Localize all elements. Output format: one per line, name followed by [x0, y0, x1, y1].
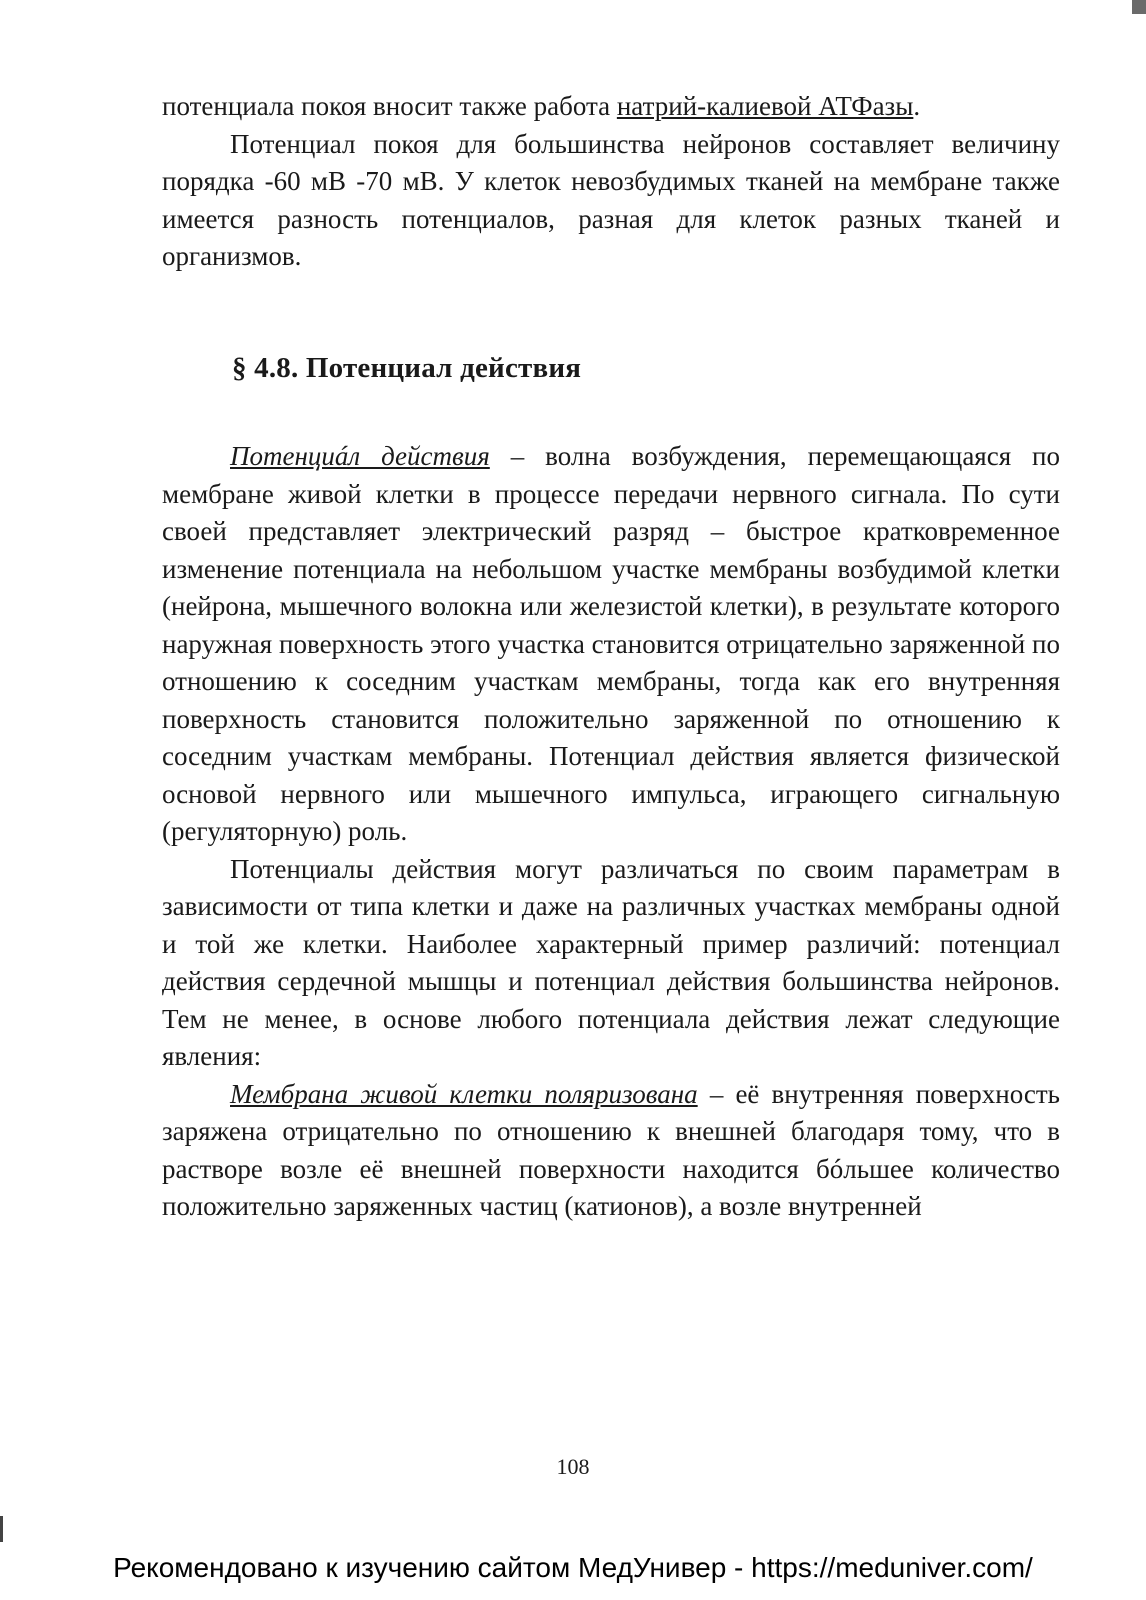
term-membrane-polarized: Мембрана живой клетки поляризована	[230, 1078, 698, 1109]
paragraph-continuation: потенциала покоя вносит также работа натрий-калиевой АТФазы.	[162, 91, 921, 121]
section-heading: § 4.8. Потенциал действия	[232, 352, 582, 384]
term-action-potential: Потенциáл действия	[230, 441, 490, 471]
paragraph-action-potential-definition: Потенциáл действия – волна возбуждения, перемещающаяся по мембране живой клетки в процессе передачи нервного сигнала. По сути своей представляет электрический разряд – быстрое кратковременное изменение потенциала на небольшом участке мембраны возбудимой клетки (нейрона, мышечного волокна или железистой клетки), в результате которого наружная поверхность этого участка становится отрицательно заряженной по отношению к соседним участкам мембраны, тогда как его внутренняя поверхность становится положительно заряженной по отношению к соседним участкам мембраны. Потенциал действия является физической основой нервного или мышечного импульса, играющего сигнальную (регуляторную) роль.	[162, 441, 1060, 846]
main-text-block	[162, 438, 1060, 1226]
paragraph-membrane-polarization: Мембрана живой клетки поляризована – её внутренняя поверхность заряжена отрицательно по отношению к внешней благодаря тому, что в растворе возле её внешней поверхности находится бóльшее количество положительно заряженных частиц (катионов), а возле внутренней	[162, 1078, 1060, 1221]
top-text-block	[162, 88, 1060, 276]
paragraph-action-potential-variation: Потенциалы действия могут различаться по своим параметрам в зависимости от типа клетки и даже на различных участках мембраны одной и той же клетки. Наиболее характерный пример различий: потенциал действия сердечной мышцы и потенциал действия большинства нейронов. Тем не менее, в основе любого потенциала действия лежат следующие явления:	[162, 853, 1060, 1071]
paragraph-resting-potential: Потенциал покоя для большинства нейронов составляет величину порядка -60 мВ -70 мВ. У клеток невозбудимых тканей на мембране также имеется разность потенциалов, разная для клеток разных тканей и организмов.	[162, 128, 1060, 271]
atpase-term: натрий-калиевой АТФазы	[616, 91, 914, 121]
footer-recommendation: Рекомендовано к изучению сайтом МедУнивер - https://meduniver.com/	[113, 1552, 1033, 1583]
scan-edge-mark	[1132, 0, 1146, 14]
page-number: 108	[556, 1454, 590, 1479]
scan-edge-mark-left	[0, 1516, 3, 1542]
